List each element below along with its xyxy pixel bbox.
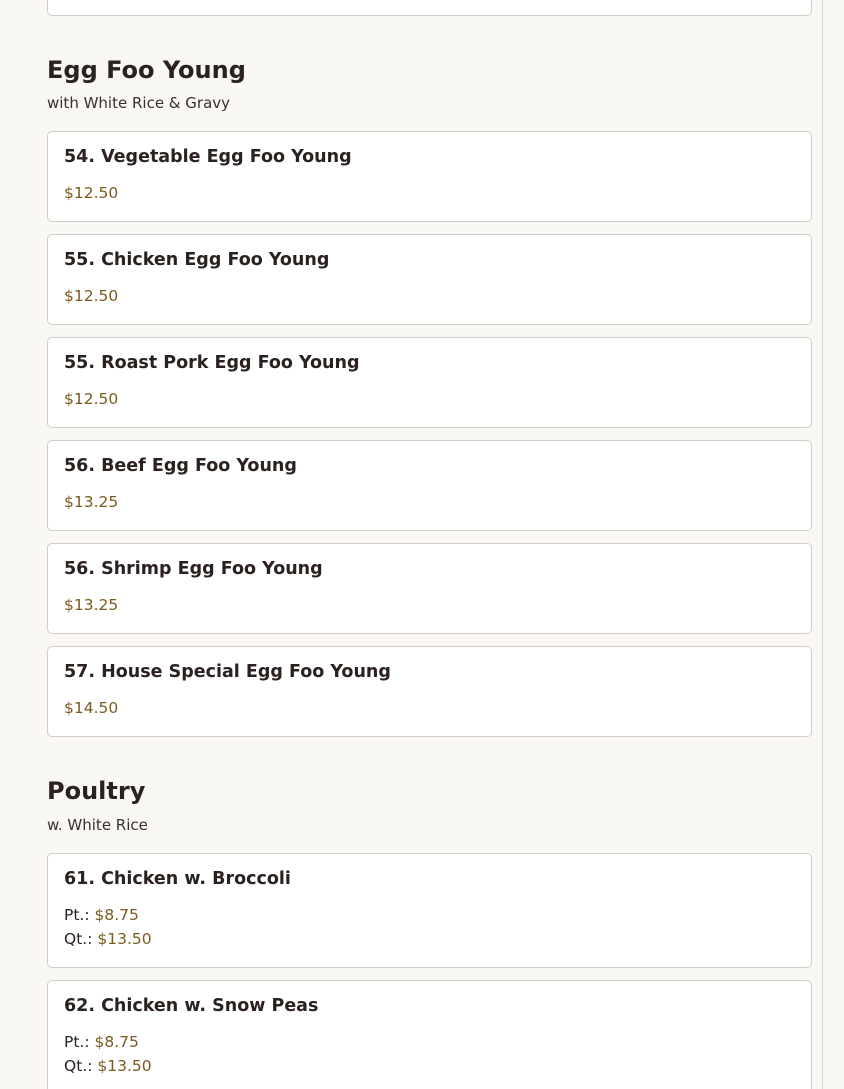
menu-item-card[interactable] [47, 131, 812, 222]
menu-item-card[interactable] [47, 853, 812, 968]
item-name: 62. Chicken w. Snow Peas [64, 996, 319, 1016]
section-title: Poultry [47, 777, 146, 805]
pint-label: Pt.: [64, 1033, 90, 1051]
pint-price-line [64, 1032, 139, 1052]
menu-item-card[interactable] [47, 337, 812, 428]
quart-price: $13.50 [97, 1057, 152, 1075]
quart-price-line [64, 929, 152, 949]
menu-item-card[interactable] [47, 234, 812, 325]
item-price: $14.50 [64, 699, 119, 717]
item-price: $13.25 [64, 493, 119, 511]
item-price: $13.25 [64, 596, 119, 614]
menu-item-card[interactable] [47, 646, 812, 737]
quart-label: Qt.: [64, 930, 93, 948]
item-price: $12.50 [64, 184, 119, 202]
menu-item-card[interactable] [47, 980, 812, 1089]
quart-price: $13.50 [97, 930, 152, 948]
item-name: 57. House Special Egg Foo Young [64, 662, 391, 682]
item-name: 56. Shrimp Egg Foo Young [64, 559, 323, 579]
item-price: $12.50 [64, 390, 119, 408]
pint-price-line [64, 905, 139, 925]
menu-item-card[interactable] [47, 0, 812, 16]
pint-price: $8.75 [94, 1033, 139, 1051]
item-name: 56. Beef Egg Foo Young [64, 456, 297, 476]
item-name: 55. Chicken Egg Foo Young [64, 250, 330, 270]
menu-item-card[interactable] [47, 543, 812, 634]
section-subtitle: with White Rice & Gravy [47, 94, 231, 112]
menu-item-card[interactable] [47, 440, 812, 531]
item-name: 61. Chicken w. Broccoli [64, 869, 291, 889]
section-title: Egg Foo Young [47, 56, 246, 84]
section-subtitle: w. White Rice [47, 816, 148, 834]
quart-price-line [64, 1056, 152, 1076]
item-name: 54. Vegetable Egg Foo Young [64, 147, 352, 167]
quart-label: Qt.: [64, 1057, 93, 1075]
pint-label: Pt.: [64, 906, 90, 924]
item-name: 55. Roast Pork Egg Foo Young [64, 353, 360, 373]
item-price: $12.50 [64, 287, 119, 305]
pint-price: $8.75 [94, 906, 139, 924]
